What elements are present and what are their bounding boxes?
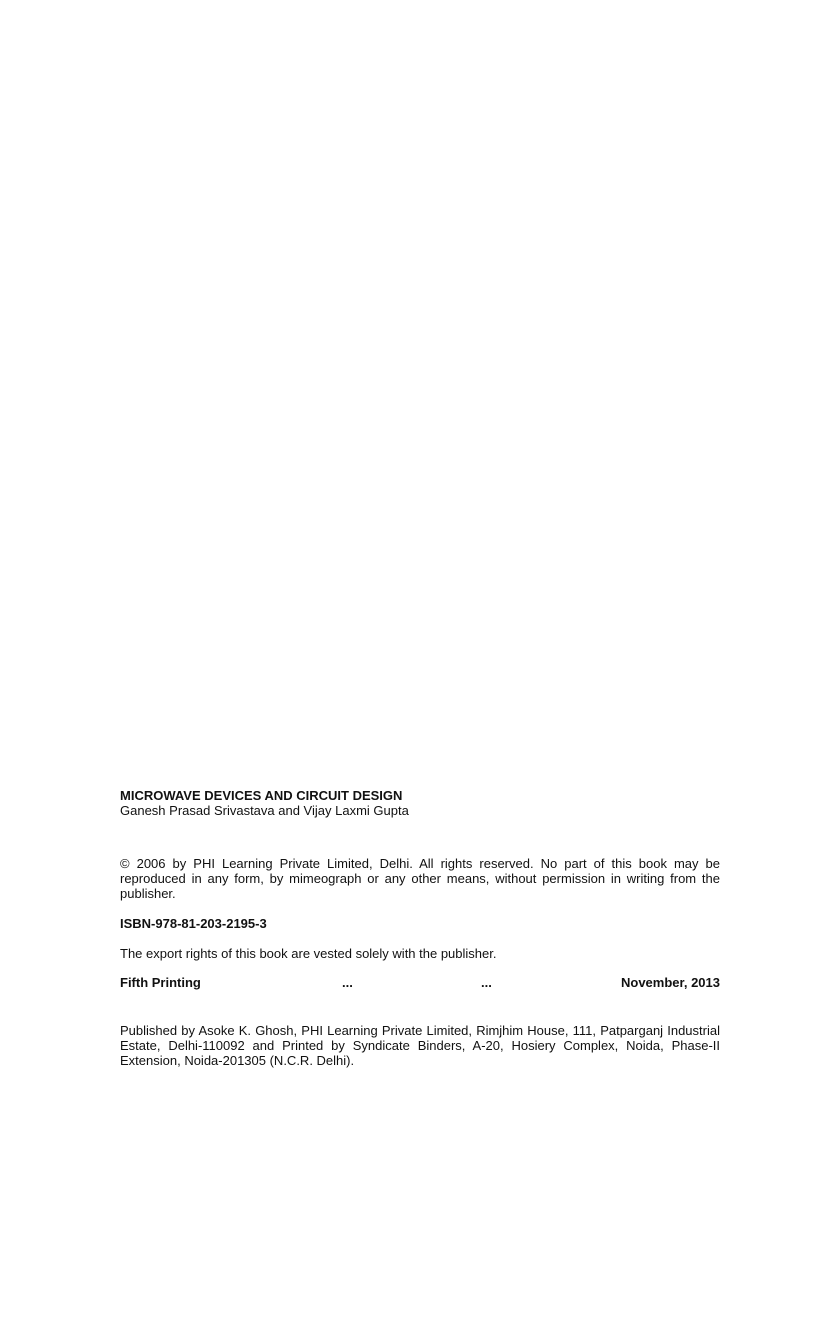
book-authors: Ganesh Prasad Srivastava and Vijay Laxmi Gupta (120, 803, 409, 818)
printing-info (120, 975, 720, 990)
printing-separator-1: ... (342, 975, 353, 990)
printing-label: Fifth Printing (120, 975, 201, 990)
printing-date: November, 2013 (620, 975, 720, 990)
printing-separator-2: ... (481, 975, 492, 990)
isbn: ISBN-978-81-203-2195-3 (120, 916, 267, 931)
export-rights-notice: The export rights of this book are vested solely with the publisher. (120, 946, 497, 961)
publisher-note: Published by Asoke K. Ghosh, PHI Learning Private Limited, Rimjhim House, 111, Patparganj Industrial Estate, Delhi-110092 and Printed by Syndicate Binders, A-20, Hosiery Complex, Noida, Phase-II Extension, Noida-201305 (N.C.R. Delhi). (120, 1023, 720, 1068)
copyright-notice: © 2006 by PHI Learning Private Limited, Delhi. All rights reserved. No part of this book may be reproduced in any form, by mimeograph or any other means, without permission in writing from the publisher. (120, 856, 720, 901)
book-title: MICROWAVE DEVICES AND CIRCUIT DESIGN (120, 788, 403, 803)
imprint-block (120, 788, 720, 1068)
